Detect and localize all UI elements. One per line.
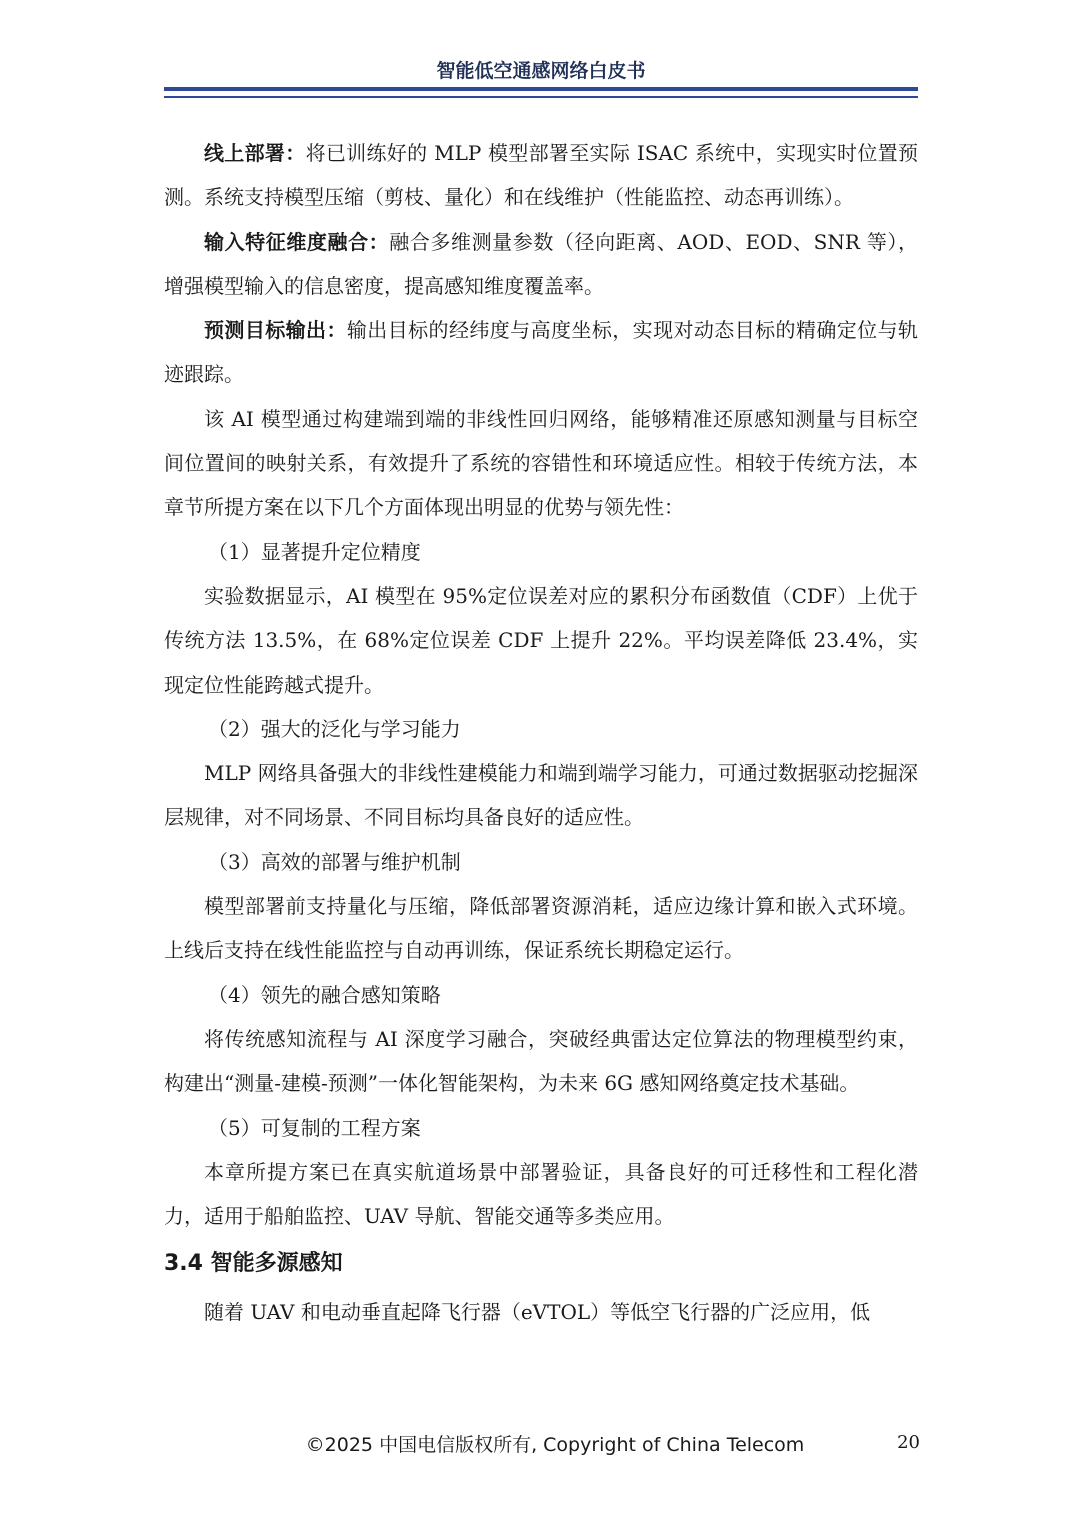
section-heading: 3.4 智能多源感知 — [164, 1251, 343, 1277]
subheading-fusion-strategy: （4）领先的融合感知策略 — [208, 982, 441, 1007]
paragraph-label: 预测目标输出： — [204, 318, 347, 343]
paragraph-label: 输入特征维度融合： — [204, 229, 390, 254]
page-number: 20 — [897, 1432, 920, 1453]
paragraph-deployment: 模型部署前支持量化与压缩，降低部署资源消耗，适应边缘计算和嵌入式环境。上线后支持在线性能监控与自动再训练，保证系统长期稳定运行。 — [164, 894, 918, 963]
page-header-title: 智能低空通感网络白皮书 — [436, 60, 646, 82]
paragraph-text: 将已训练好的 MLP 模型部署至实际 ISAC 系统中，实现实时位置预测。系统支持模型压缩（剪枝、量化）和在线维护（性能监控、动态再训练）。 — [164, 141, 918, 210]
paragraph-feature-fusion — [164, 220, 918, 309]
paragraph-ai-model-summary: 该 AI 模型通过构建端到端的非线性回归网络，能够精准还原感知测量与目标空间位置间的映射关系，有效提升了系统的容错性和环境适应性。相较于传统方法，本章节所提方案在以下几个方面体现出明显的优势与领先性： — [164, 406, 918, 520]
paragraph-online-deployment — [164, 131, 918, 220]
page-body — [164, 131, 918, 1335]
footer-copyright: ©2025 中国电信版权所有, Copyright of China Telecom — [305, 1434, 805, 1456]
subheading-generalization: （2）强大的泛化与学习能力 — [208, 716, 461, 741]
header-rule-thin — [164, 96, 918, 98]
paragraph-prediction-output — [164, 308, 918, 397]
paragraph-label: 线上部署： — [204, 141, 306, 165]
paragraph-accuracy: 实验数据显示，AI 模型在 95%定位误差对应的累积分布函数值（CDF）上优于传统方法 13.5%，在 68%定位误差 CDF 上提升 22%。平均误差降低 23.4%，实现定位性能跨越式提升。 — [164, 583, 918, 697]
paragraph-text: 融合多维测量参数（径向距离、AOD、EOD、SNR 等），增强模型输入的信息密度，提高感知维度覆盖率。 — [164, 229, 919, 298]
paragraph-text: 输出目标的经纬度与高度坐标，实现对动态目标的精确定位与轨迹跟踪。 — [164, 318, 919, 387]
subheading-accuracy: （1）显著提升定位精度 — [208, 539, 421, 564]
header-rule-thick — [164, 87, 918, 91]
paragraph-engineering: 本章所提方案已在真实航道场景中部署验证，具备良好的可迁移性和工程化潜力，适用于船舶监控、UAV 导航、智能交通等多类应用。 — [164, 1159, 918, 1229]
paragraph-fusion-strategy: 将传统感知流程与 AI 深度学习融合，突破经典雷达定位算法的物理模型约束，构建出“测量-建模-预测”一体化智能架构，为未来 6G 感知网络奠定技术基础。 — [164, 1026, 918, 1096]
paragraph-intro: 随着 UAV 和电动垂直起降飞行器（eVTOL）等低空飞行器的广泛应用，低 — [204, 1300, 871, 1325]
paragraph-generalization: MLP 网络具备强大的非线性建模能力和端到端学习能力，可通过数据驱动挖掘深层规律，对不同场景、不同目标均具备良好的适应性。 — [164, 761, 918, 830]
subheading-deployment: （3）高效的部署与维护机制 — [208, 849, 461, 874]
subheading-engineering: （5）可复制的工程方案 — [208, 1115, 421, 1140]
